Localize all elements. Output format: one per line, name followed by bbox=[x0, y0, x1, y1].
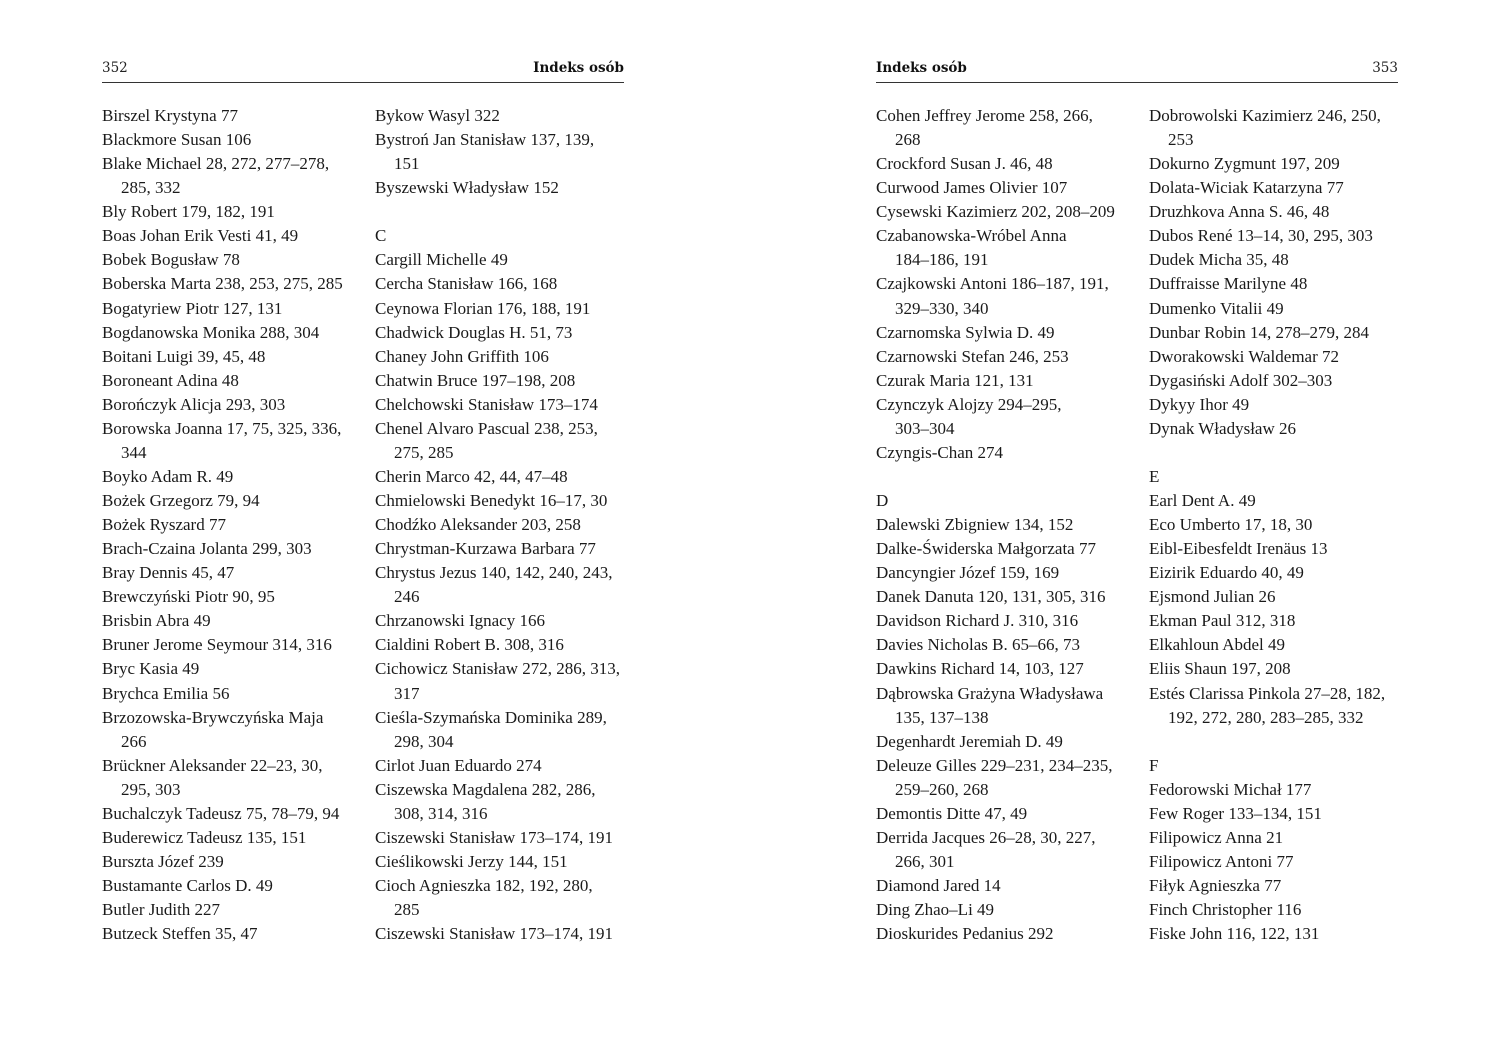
index-entry: Czurak Maria 121, 131 bbox=[876, 370, 1034, 390]
index-entry: Boitani Luigi 39, 45, 48 bbox=[102, 346, 266, 366]
index-entry: Druzhkova Anna S. 46, 48 bbox=[1149, 202, 1330, 222]
index-entry: Brewczyński Piotr 90, 95 bbox=[102, 587, 275, 607]
index-entry: Ding Zhao–Li 49 bbox=[876, 900, 995, 920]
index-entry: Dalke-Świderska Małgorzata 77 bbox=[876, 539, 1096, 559]
index-entry: Blake Michael 28, 272, 277–278, bbox=[102, 154, 330, 174]
index-entry: Borowska Joanna 17, 75, 325, 336, bbox=[102, 418, 342, 438]
index-entry: Davies Nicholas B. 65–66, 73 bbox=[876, 635, 1080, 655]
running-head-right bbox=[876, 58, 1398, 83]
section-letter: E bbox=[1149, 466, 1160, 486]
index-entry: Dynak Władysław 26 bbox=[1149, 418, 1296, 438]
index-entry: Birszel Krystyna 77 bbox=[102, 106, 238, 125]
index-entry: Ekman Paul 312, 318 bbox=[1149, 611, 1296, 631]
index-entry: Czyngis-Chan 274 bbox=[876, 442, 1004, 462]
index-entry: Chenel Alvaro Pascual 238, 253, bbox=[375, 418, 598, 438]
index-entry: Dąbrowska Grażyna Władysława bbox=[876, 683, 1104, 703]
index-entry: Fedorowski Michał 177 bbox=[1149, 779, 1312, 799]
index-entry-continuation: 259–260, 268 bbox=[895, 779, 989, 799]
index-entry: Dubos René 13–14, 30, 295, 303 bbox=[1149, 226, 1373, 246]
index-entry-continuation: 266 bbox=[121, 731, 147, 751]
index-entry: Bożek Grzegorz 79, 94 bbox=[102, 491, 260, 510]
index-entry: Brisbin Abra 49 bbox=[102, 611, 211, 631]
index-entry: Czarnowski Stefan 246, 253 bbox=[876, 346, 1069, 366]
index-entry: Dygasiński Adolf 302–303 bbox=[1149, 370, 1333, 390]
index-entry: Czynczyk Alojzy 294–295, bbox=[876, 394, 1062, 414]
index-entry: Chrystus Jezus 140, 142, 240, 243, bbox=[375, 563, 613, 583]
index-entry-continuation: 268 bbox=[895, 130, 921, 150]
index-entry: Crockford Susan J. 46, 48 bbox=[876, 154, 1053, 174]
index-entry: Dancyngier Józef 159, 169 bbox=[876, 563, 1060, 583]
index-entry: Dokurno Zygmunt 197, 209 bbox=[1149, 154, 1340, 174]
index-entry: Brychca Emilia 56 bbox=[102, 683, 230, 703]
index-entry: Dalewski Zbigniew 134, 152 bbox=[876, 515, 1074, 535]
section-gap bbox=[375, 200, 637, 224]
running-title: Indeks osób bbox=[533, 60, 624, 76]
index-entry: Bogdanowska Monika 288, 304 bbox=[102, 322, 320, 342]
section-gap bbox=[876, 465, 1138, 489]
index-entry: Estés Clarissa Pinkola 27–28, 182, bbox=[1149, 683, 1386, 703]
index-entry: Earl Dent A. 49 bbox=[1149, 491, 1256, 510]
index-entry: Eco Umberto 17, 18, 30 bbox=[1149, 515, 1313, 535]
index-entry: Dolata-Wiciak Katarzyna 77 bbox=[1149, 178, 1344, 198]
index-entry: Dobrowolski Kazimierz 246, 250, bbox=[1149, 106, 1381, 125]
index-entry: Cohen Jeffrey Jerome 258, 266, bbox=[876, 106, 1093, 125]
index-entry: Bryc Kasia 49 bbox=[102, 659, 200, 679]
index-entry: Dawkins Richard 14, 103, 127 bbox=[876, 659, 1084, 679]
index-entry: Boroneant Adina 48 bbox=[102, 370, 239, 390]
right-page bbox=[876, 0, 1398, 1052]
index-entry: Ceynowa Florian 176, 188, 191 bbox=[375, 298, 591, 318]
index-entry: Brzozowska-Brywczyńska Maja bbox=[102, 707, 324, 727]
index-entry: Curwood James Olivier 107 bbox=[876, 178, 1068, 198]
index-entry: Bustamante Carlos D. 49 bbox=[102, 876, 273, 895]
index-entry: Demontis Ditte 47, 49 bbox=[876, 803, 1028, 823]
index-entry: Diamond Jared 14 bbox=[876, 876, 1001, 895]
index-entry-continuation: 253 bbox=[1168, 130, 1194, 150]
index-column-3 bbox=[876, 104, 1138, 946]
index-entry-continuation: 135, 137–138 bbox=[895, 707, 989, 727]
index-entry: Cirlot Juan Eduardo 274 bbox=[375, 755, 542, 775]
index-entry: Cialdini Robert B. 308, 316 bbox=[375, 635, 564, 655]
index-entry: Czajkowski Antoni 186–187, 191, bbox=[876, 274, 1109, 294]
index-entry-continuation: 298, 304 bbox=[394, 731, 454, 751]
index-entry: Chrystman-Kurzawa Barbara 77 bbox=[375, 539, 596, 559]
index-entry: Dunbar Robin 14, 278–279, 284 bbox=[1149, 322, 1370, 342]
index-entry: Bystroń Jan Stanisław 137, 139, bbox=[375, 130, 595, 150]
index-entry: Dudek Micha 35, 48 bbox=[1149, 250, 1289, 270]
index-entry: Czarnomska Sylwia D. 49 bbox=[876, 322, 1055, 342]
index-entry: Butzeck Steffen 35, 47 bbox=[102, 924, 258, 944]
index-entry: Duffraisse Marilyne 48 bbox=[1149, 274, 1308, 294]
section-gap bbox=[1149, 441, 1411, 465]
left-page bbox=[102, 0, 624, 1052]
index-entry: Cargill Michelle 49 bbox=[375, 250, 508, 270]
index-entry: Bykow Wasyl 322 bbox=[375, 106, 500, 125]
page-number: 353 bbox=[1372, 60, 1398, 76]
index-entry: Danek Danuta 120, 131, 305, 316 bbox=[876, 587, 1106, 607]
index-entry: Dumenko Vitalii 49 bbox=[1149, 298, 1284, 318]
index-entry: Cysewski Kazimierz 202, 208–209 bbox=[876, 202, 1115, 222]
index-entry-continuation: 285, 332 bbox=[121, 178, 181, 198]
index-entry-continuation: 246 bbox=[394, 587, 420, 607]
index-entry: Eizirik Eduardo 40, 49 bbox=[1149, 563, 1304, 583]
index-entry: Blackmore Susan 106 bbox=[102, 130, 252, 150]
index-entry-continuation: 192, 272, 280, 283–285, 332 bbox=[1168, 707, 1364, 727]
index-entry: Brückner Aleksander 22–23, 30, bbox=[102, 755, 323, 775]
index-entry: Bożek Ryszard 77 bbox=[102, 515, 226, 535]
section-letter: D bbox=[876, 491, 889, 510]
index-entry: Chmielowski Benedykt 16–17, 30 bbox=[375, 491, 608, 510]
index-entry: Davidson Richard J. 310, 316 bbox=[876, 611, 1079, 631]
index-entry: Chrzanowski Ignacy 166 bbox=[375, 611, 545, 631]
index-entry: Few Roger 133–134, 151 bbox=[1149, 803, 1322, 823]
index-entry: Dioskurides Pedanius 292 bbox=[876, 924, 1054, 944]
index-entry: Brach-Czaina Jolanta 299, 303 bbox=[102, 539, 312, 559]
index-entry: Ciszewski Stanisław 173–174, 191 bbox=[375, 827, 613, 847]
index-entry: Bly Robert 179, 182, 191 bbox=[102, 202, 275, 222]
running-title: Indeks osób bbox=[876, 60, 967, 76]
index-entry: Dykyy Ihor 49 bbox=[1149, 394, 1250, 414]
index-entry: Bogatyriew Piotr 127, 131 bbox=[102, 298, 283, 318]
index-entry-continuation: 344 bbox=[121, 442, 147, 462]
index-entry: Buchalczyk Tadeusz 75, 78–79, 94 bbox=[102, 803, 340, 823]
index-entry: Czabanowska-Wróbel Anna bbox=[876, 226, 1067, 246]
index-column-4 bbox=[1149, 104, 1411, 946]
index-entry: Chaney John Griffith 106 bbox=[375, 346, 549, 366]
index-entry: Chelchowski Stanisław 173–174 bbox=[375, 394, 598, 414]
index-column-2 bbox=[375, 104, 637, 946]
index-entry: Fiłyk Agnieszka 77 bbox=[1149, 876, 1282, 895]
index-entry: Filipowicz Antoni 77 bbox=[1149, 851, 1294, 871]
index-entry: Ciszewski Stanisław 173–174, 191 bbox=[375, 924, 613, 944]
index-entry: Finch Christopher 116 bbox=[1149, 900, 1302, 920]
index-entry: Deleuze Gilles 229–231, 234–235, bbox=[876, 755, 1113, 775]
index-entry: Chodźko Aleksander 203, 258 bbox=[375, 515, 581, 535]
index-entry: Fiske John 116, 122, 131 bbox=[1149, 924, 1320, 944]
index-entry: Borończyk Alicja 293, 303 bbox=[102, 394, 286, 414]
index-entry: Eliis Shaun 197, 208 bbox=[1149, 659, 1291, 679]
index-entry: Byszewski Władysław 152 bbox=[375, 178, 559, 198]
index-entry: Butler Judith 227 bbox=[102, 900, 221, 920]
index-entry: Cieślikowski Jerzy 144, 151 bbox=[375, 851, 568, 871]
index-entry: Boyko Adam R. 49 bbox=[102, 466, 234, 486]
index-entry: Boberska Marta 238, 253, 275, 285 bbox=[102, 274, 343, 294]
index-entry-continuation: 317 bbox=[394, 683, 420, 703]
index-entry: Cieśla-Szymańska Dominika 289, bbox=[375, 707, 607, 727]
index-entry: Chadwick Douglas H. 51, 73 bbox=[375, 322, 573, 342]
index-entry: Derrida Jacques 26–28, 30, 227, bbox=[876, 827, 1096, 847]
index-entry-continuation: 275, 285 bbox=[394, 442, 454, 462]
index-entry: Ejsmond Julian 26 bbox=[1149, 587, 1276, 607]
index-entry-continuation: 295, 303 bbox=[121, 779, 181, 799]
index-entry: Filipowicz Anna 21 bbox=[1149, 827, 1284, 847]
index-entry: Cherin Marco 42, 44, 47–48 bbox=[375, 466, 568, 486]
index-entry: Bobek Bogusław 78 bbox=[102, 250, 240, 270]
index-entry: Boas Johan Erik Vesti 41, 49 bbox=[102, 226, 299, 246]
index-entry-continuation: 329–330, 340 bbox=[895, 298, 989, 318]
index-column-1 bbox=[102, 104, 364, 946]
index-entry: Degenhardt Jeremiah D. 49 bbox=[876, 731, 1063, 751]
index-entry-continuation: 303–304 bbox=[895, 418, 955, 438]
section-letter: C bbox=[375, 226, 387, 246]
index-entry: Cercha Stanisław 166, 168 bbox=[375, 274, 558, 294]
index-entry: Dworakowski Waldemar 72 bbox=[1149, 346, 1339, 366]
running-head-left bbox=[102, 58, 624, 83]
index-entry: Cichowicz Stanisław 272, 286, 313, bbox=[375, 659, 621, 679]
index-entry: Burszta Józef 239 bbox=[102, 851, 224, 871]
index-entry: Elkahloun Abdel 49 bbox=[1149, 635, 1285, 655]
section-letter: F bbox=[1149, 755, 1159, 775]
index-entry: Ciszewska Magdalena 282, 286, bbox=[375, 779, 596, 799]
page-number: 352 bbox=[102, 60, 128, 76]
index-entry-continuation: 184–186, 191 bbox=[895, 250, 989, 270]
section-gap bbox=[1149, 730, 1411, 754]
index-entry: Buderewicz Tadeusz 135, 151 bbox=[102, 827, 307, 847]
index-entry: Eibl-Eibesfeldt Irenäus 13 bbox=[1149, 539, 1328, 559]
index-entry-continuation: 285 bbox=[394, 900, 420, 920]
index-entry-continuation: 266, 301 bbox=[895, 851, 955, 871]
index-entry: Bray Dennis 45, 47 bbox=[102, 563, 235, 583]
index-entry: Cioch Agnieszka 182, 192, 280, bbox=[375, 876, 593, 895]
index-entry-continuation: 151 bbox=[394, 154, 420, 174]
index-entry: Chatwin Bruce 197–198, 208 bbox=[375, 370, 576, 390]
index-entry-continuation: 308, 314, 316 bbox=[394, 803, 488, 823]
index-entry: Bruner Jerome Seymour 314, 316 bbox=[102, 635, 332, 655]
